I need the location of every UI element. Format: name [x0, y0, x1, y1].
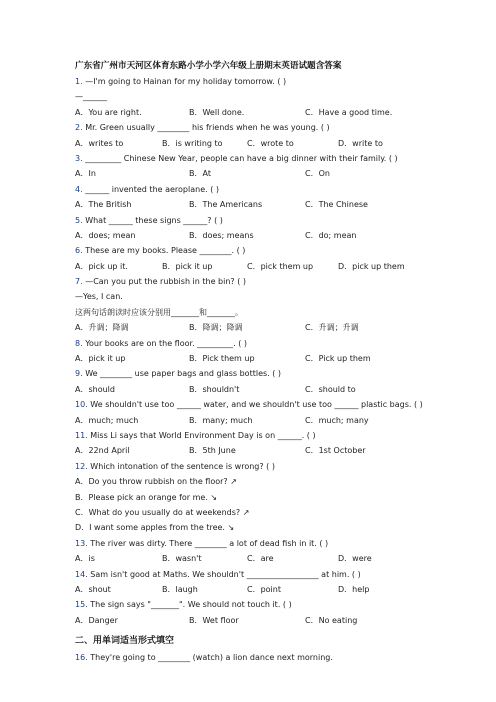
question-14 [75, 567, 435, 598]
option-d[interactable]: D．write to [338, 138, 383, 148]
question-16 [75, 650, 435, 665]
option-a[interactable]: A．does; mean [75, 230, 136, 240]
option-a[interactable]: A．pick up it. [75, 261, 128, 271]
question-6 [75, 243, 435, 274]
options-row [75, 136, 435, 151]
question-line [75, 289, 435, 304]
question-text: 这两句话朗读时应该分别用_______和_______。 [75, 307, 243, 317]
question-text: These are my books. Please ________. ( ) [85, 246, 246, 256]
question-13 [75, 536, 435, 567]
question-11 [75, 428, 435, 459]
question-text: We shouldn't use too ______ water, and we shouldn't use too ______ plastic bags. ( ) [90, 400, 423, 410]
option-b[interactable]: B．does; means [189, 230, 254, 240]
question-text: Your books are on the floor. _________. ( ) [85, 338, 248, 348]
option-a[interactable]: A．pick it up [75, 354, 126, 364]
option-d[interactable]: D．help [338, 584, 370, 594]
option-c[interactable]: C．1st October [305, 446, 366, 456]
option-c[interactable]: C．What do you usually do at weekends? ↗ [75, 507, 250, 517]
question-text: —Can you put the rubbish in the bin? ( ) [85, 277, 247, 287]
option-c[interactable]: C．wrote to [247, 138, 294, 148]
option-c[interactable]: C．On [305, 169, 330, 179]
option-b[interactable]: B．Pick them up [189, 354, 255, 364]
option-b[interactable]: B．shouldn't [189, 384, 240, 394]
question-text: Mr. Green usually ________ his friends when he was young. ( ) [85, 123, 330, 133]
question-stem [75, 120, 435, 135]
question-text: —Yes, I can. [75, 292, 123, 302]
option-d[interactable]: D．were [338, 554, 372, 564]
question-text: They're going to ________ (watch) a lion dance next morning. [90, 653, 333, 663]
question-number: 11. [75, 430, 88, 440]
question-text: Miss Li says that World Environment Day is on ______. ( ) [90, 430, 316, 440]
options-row [75, 351, 435, 366]
options-row [75, 413, 435, 428]
question-text: Sam isn't good at Maths. We shouldn't __________________ at him. ( ) [90, 569, 361, 579]
question-line [75, 89, 435, 104]
options-row [75, 551, 435, 566]
question-list [75, 74, 435, 628]
question-text: —I'm going to Hainan for my holiday tomorrow. ( ) [85, 77, 287, 86]
question-number: 15. [75, 600, 88, 610]
question-number: 9. [75, 369, 83, 379]
question-number: 3. [75, 153, 83, 163]
question-12 [75, 459, 435, 536]
question-7 [75, 274, 435, 336]
option-b[interactable]: B．Wet floor [189, 615, 239, 625]
question-stem [75, 397, 435, 412]
question-number: 4. [75, 184, 83, 194]
question-stem [75, 536, 435, 551]
option-a[interactable]: A．You are right. [75, 107, 142, 117]
question-5 [75, 213, 435, 244]
question-stem [75, 336, 435, 351]
option-a[interactable]: A．is [75, 554, 95, 564]
option-b[interactable]: B．降调；降调 [189, 323, 243, 333]
option-c[interactable]: C．much; many [305, 415, 369, 425]
option-a[interactable]: A．Do you throw rubbish on the floor? ↗ [75, 477, 237, 487]
option-a[interactable]: A．writes to [75, 138, 124, 148]
question-4 [75, 182, 435, 213]
option-c[interactable]: C．The Chinese [305, 200, 368, 210]
option-a[interactable]: A．The British [75, 200, 132, 210]
option-b[interactable]: B．pick it up [162, 261, 213, 271]
question-text: _________ Chinese New Year, people can have a big dinner with their family. ( ) [85, 153, 398, 163]
option-c[interactable]: C．Have a good time. [305, 107, 393, 117]
option-a[interactable]: A．shout [75, 584, 111, 594]
options-row [75, 259, 435, 274]
question-text: —______ [75, 92, 107, 102]
option-b[interactable]: B．laugh [162, 584, 198, 594]
question-9 [75, 366, 435, 397]
question-number: 14. [75, 569, 88, 579]
options-row [75, 382, 435, 397]
option-b[interactable]: B．The Americans [189, 200, 263, 210]
option-a[interactable]: A．Danger [75, 615, 118, 625]
question-10 [75, 397, 435, 428]
question-stem [75, 597, 435, 612]
question-number: 12. [75, 461, 88, 471]
options-row [75, 166, 435, 181]
question-stem [75, 151, 435, 166]
question-stem [75, 428, 435, 443]
page-title: 广东省广州市天河区体育东路小学小学六年级上册期末英语试题含答案 [75, 61, 342, 71]
question-15 [75, 597, 435, 628]
option-a[interactable]: A．升调；降调 [75, 323, 129, 333]
options-row [75, 320, 435, 335]
question-number: 13. [75, 538, 88, 548]
question-3 [75, 151, 435, 182]
question-1 [75, 74, 435, 120]
question-text: ______ invented the aeroplane. ( ) [85, 184, 219, 194]
options-row [75, 228, 435, 243]
option-b[interactable]: B．Please pick an orange for me. ↘ [75, 492, 218, 502]
question-text: The river was dirty. There ________ a lot of dead fish in it. ( ) [90, 538, 329, 548]
option-b[interactable]: B．wasn't [162, 554, 202, 564]
question-8 [75, 336, 435, 367]
option-d[interactable]: D．pick up them [338, 261, 405, 271]
option-c[interactable]: C．are [247, 554, 274, 564]
question-number: 5. [75, 215, 83, 225]
question-stem [75, 243, 435, 258]
question-number: 8. [75, 338, 83, 348]
question-number: 2. [75, 123, 83, 133]
question-number: 10. [75, 400, 88, 410]
options-row [75, 582, 435, 597]
option-c[interactable]: C．pick them up [247, 261, 314, 271]
question-line [75, 305, 435, 320]
question-stem [75, 366, 435, 381]
question-text: The sign says "_______". We should not touch it. ( ) [90, 600, 292, 610]
option-d[interactable]: D．I want some apples from the tree. ↘ [75, 523, 235, 533]
option-c[interactable]: C．do; mean [305, 230, 357, 240]
option-b[interactable]: B．many; much [189, 415, 253, 425]
question-text: Which intonation of the sentence is wrong? ( ) [90, 461, 275, 471]
question-stem [75, 274, 435, 289]
question-2 [75, 120, 435, 151]
options-row [75, 613, 435, 628]
option-a[interactable]: A．much; much [75, 415, 139, 425]
option-b[interactable]: B．5th June [189, 446, 236, 456]
question-text: We ________ use paper bags and glass bottles. ( ) [85, 369, 282, 379]
options-row [75, 105, 435, 120]
question-stem [75, 459, 435, 474]
question-stem [75, 213, 435, 228]
option-b[interactable]: B．At [189, 169, 211, 179]
option-b[interactable]: B．Well done. [189, 107, 245, 117]
question-text: What ______ these signs ______? ( ) [85, 215, 223, 225]
option-a[interactable]: A．22nd April [75, 446, 130, 456]
options-row [75, 197, 435, 212]
options-row [75, 443, 435, 458]
option-c[interactable]: C．point [247, 584, 281, 594]
question-stem [75, 567, 435, 582]
exam-content [75, 58, 435, 665]
question-number: 7. [75, 277, 83, 287]
question-number: 6. [75, 246, 83, 256]
option-c[interactable]: C．Pick up them [305, 354, 371, 364]
option-c[interactable]: C．should to [305, 384, 356, 394]
option-c[interactable]: C．No eating [305, 615, 358, 625]
question-number: 16. [75, 653, 88, 663]
option-c[interactable]: C．升调；升调 [305, 323, 359, 333]
question-stem [75, 182, 435, 197]
question-stem [75, 74, 435, 89]
option-a[interactable]: A．In [75, 169, 96, 179]
option-a[interactable]: A．should [75, 384, 115, 394]
question-number: 1. [75, 77, 83, 86]
option-b[interactable]: B．is writing to [162, 138, 223, 148]
section-heading: 二、用单词适当形式填空 [75, 636, 175, 647]
